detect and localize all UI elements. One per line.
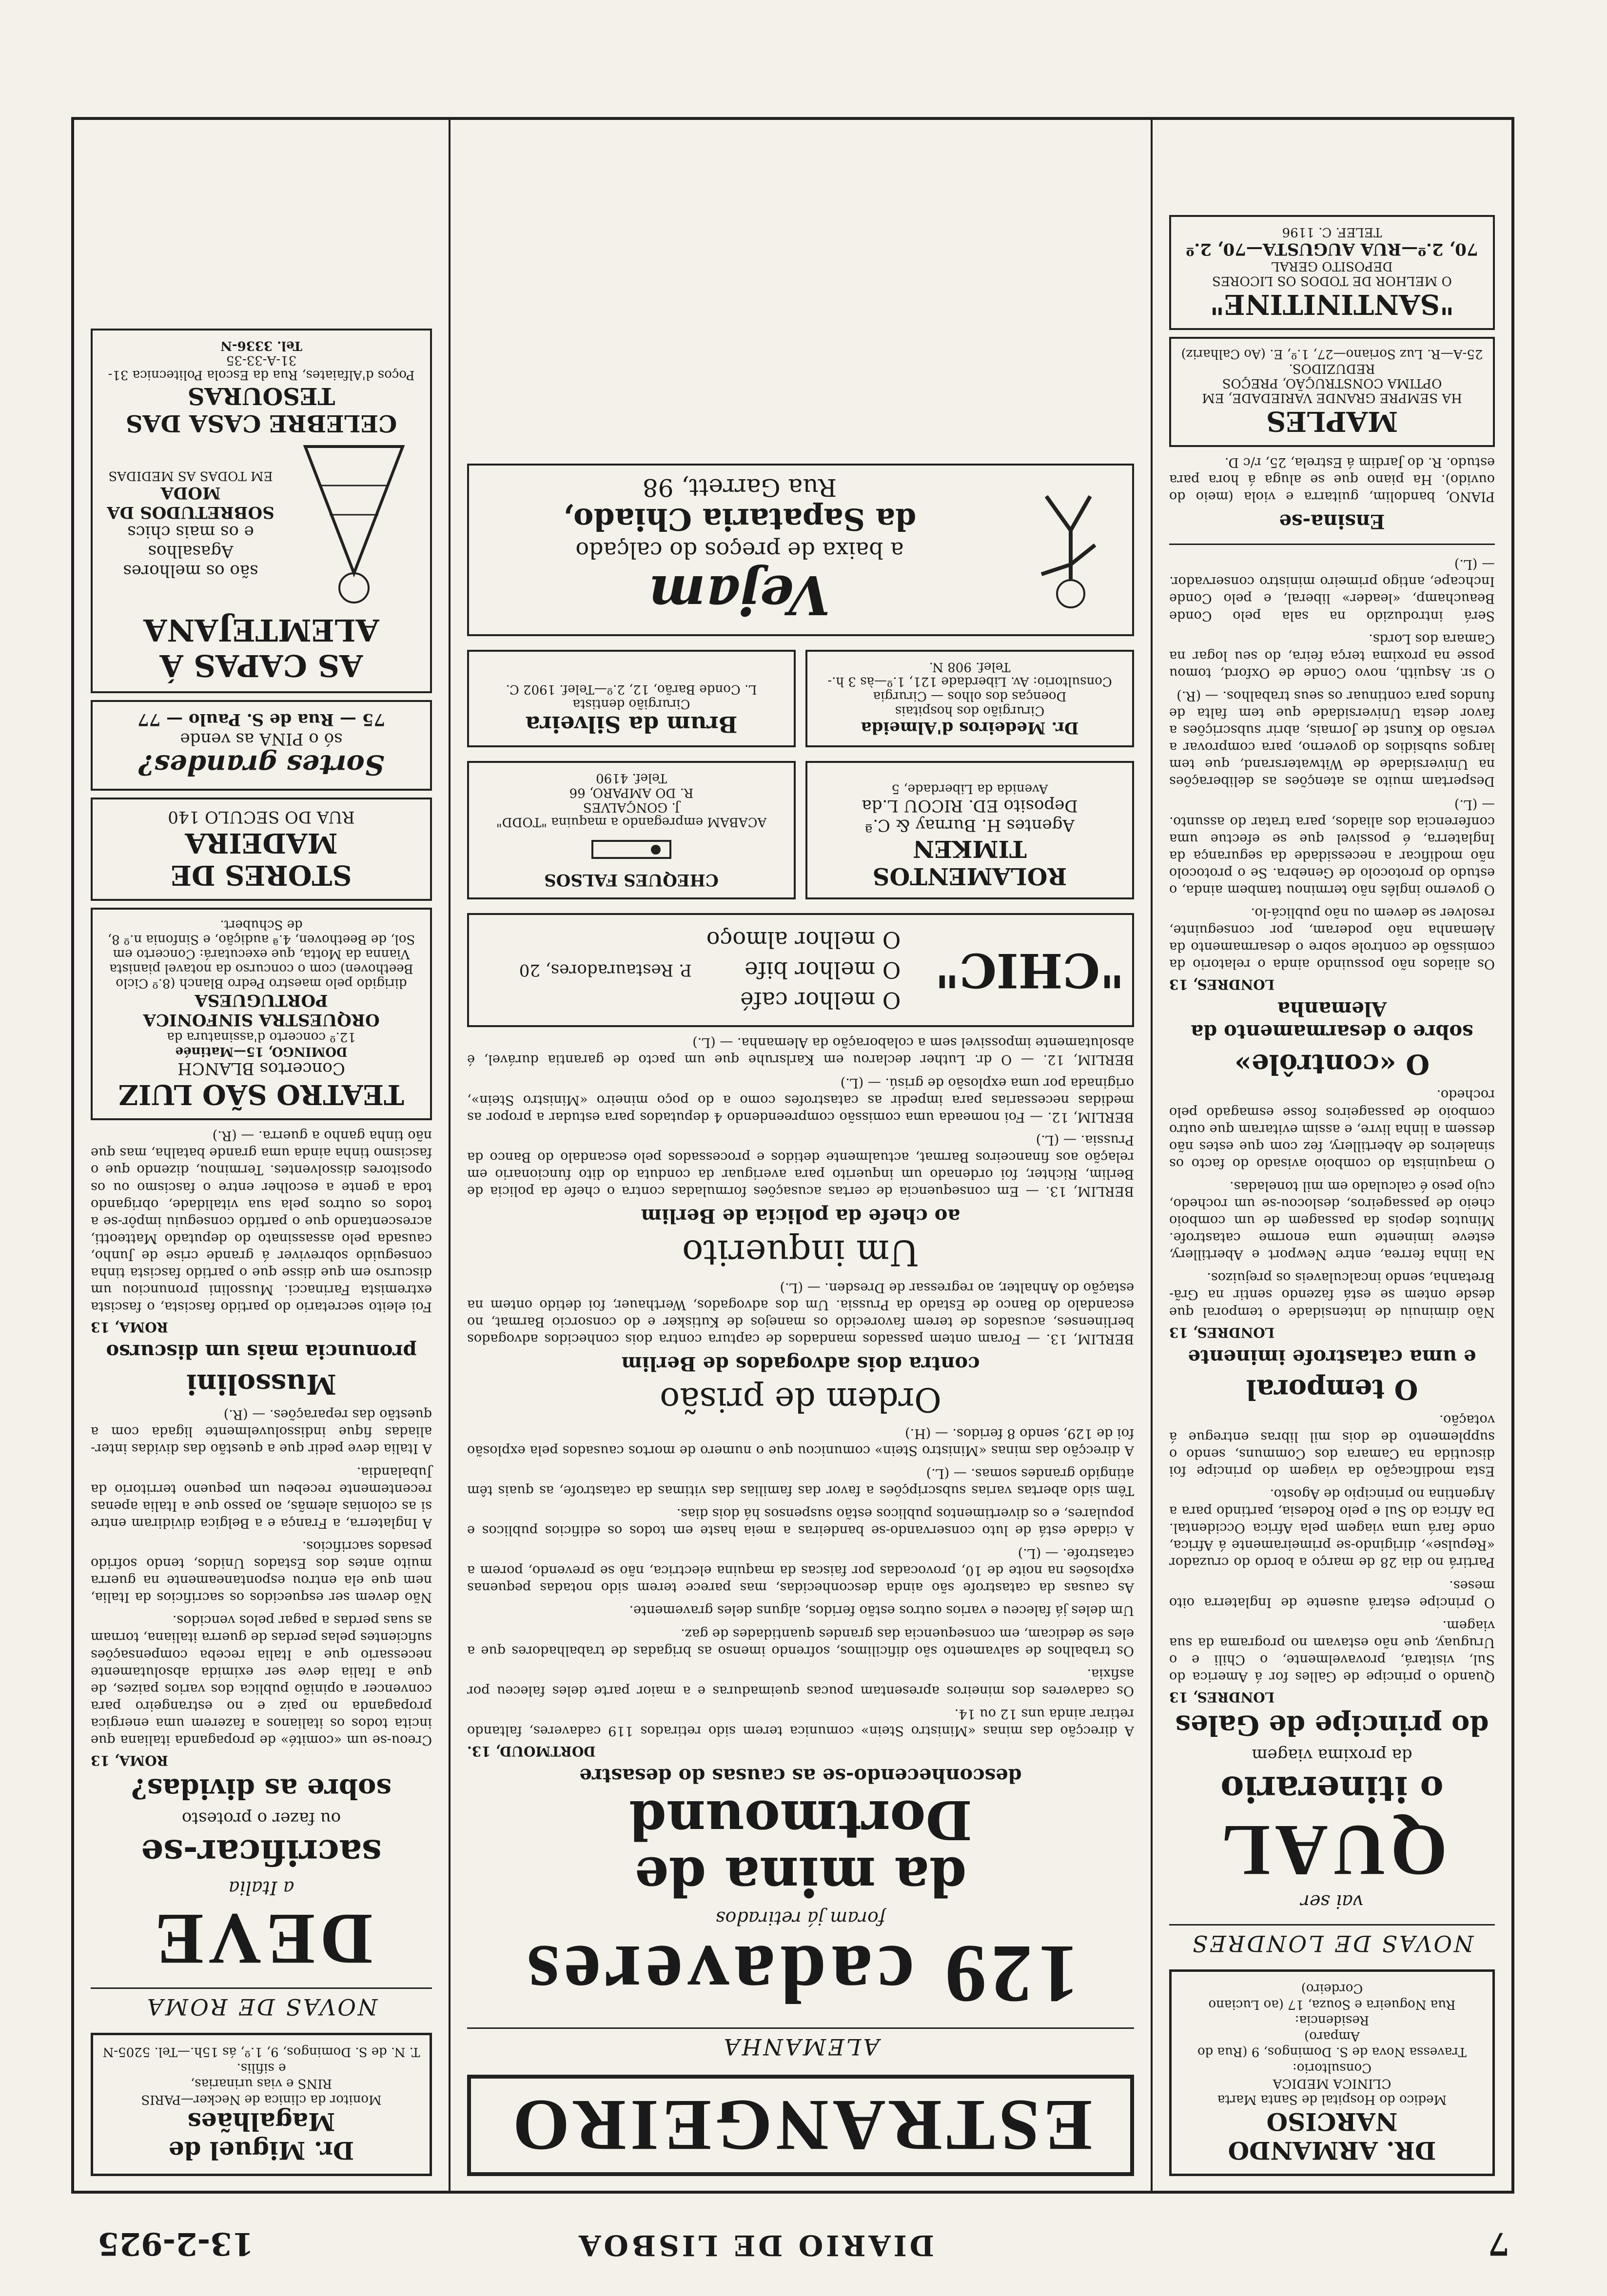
article-paragraph: Têm sido abertas varias subscripções a favor das familias das vitimas da catastrofe, as quais têm atingido grandes somas. — (L.) <box>467 1465 1134 1498</box>
shoe-figure-icon <box>1017 486 1124 613</box>
machine-icon <box>583 836 680 865</box>
subhead: da proxima viagem <box>1252 1745 1412 1765</box>
headline-mussolini: Mussolini <box>186 1368 336 1401</box>
article-paragraph: A cidade está de luto conservando-se bandeiras a meia haste em todos os edificios publicos e populares, e os divertimentos publicos estão suspensos há dois dias. <box>467 1505 1134 1538</box>
subhead-mussolini: pronuncia mais um discurso <box>106 1340 417 1363</box>
article-paragraph: A direcção das minas «Ministro Stein» comunica terem sido retirados 119 cadaveres, faltando retirar ainda uns 12 ou 14. <box>467 1706 1134 1738</box>
headline-sacrificar: sacrificar-se <box>141 1832 382 1873</box>
article-paragraph: BERLIM, 12. — O dr. Luther declarou em Karlsruhe que um pacto de garantia durável, é absolutamente impossivel sem a colaboração da Alemanha. — (L.) <box>467 1035 1134 1068</box>
ads-row <box>467 754 1134 906</box>
article-paragraph: Um deles já faleceu e varios outros estão feridos, alguns deles gravemente. <box>629 1603 1134 1618</box>
article-paragraph: O governo inglês não terminou tambem ainda, o estudo do protocolo de Genebra. Se o protocolo não modificar a necessidade da segurança da Inglaterra, é possivel que se efectue uma conferencia dos aliados, para tratar do assunto. — (L.) <box>1169 797 1495 897</box>
stores-ad: STORES DE MADEIRA RUA DO SECULO 140 <box>91 798 432 901</box>
dateline: ROMA, 13 <box>91 1752 168 1769</box>
headline-qual: QUAL <box>1216 1810 1448 1891</box>
divider <box>1169 544 1495 545</box>
section-masthead: ESTRANGEIRO <box>467 2075 1134 2176</box>
ensina-title: Ensina-se <box>1279 510 1385 533</box>
subhead-prisao: contra dois advogados de Berlim <box>621 1352 980 1376</box>
article-paragraph: Esta modificação da viagem do principe foi discutida na Camara dos Communs, sendo o supplemento de dois mil libras entregue á votação. <box>1169 1412 1495 1479</box>
subhead-temporal: e uma catastrofe iminente <box>1188 1345 1476 1368</box>
subhead: ou fazer o protesto <box>181 1809 341 1828</box>
article-paragraph: Não devem ser esquecidos os sacrificios da Italia, nem que ela entrou espontaneamente na guerra muito antes dos Estados Unidos, tendo sofrido pesados sacrificios. <box>91 1538 432 1605</box>
article-paragraph: As causas da catastrofe são ainda desconhecidas, mas parece terem sido notadas pequenas explosões na noite de 10, provocadas por faiscas da maquina electrica, não se prevendo, porem a catastrofe. — (L.) <box>467 1546 1134 1596</box>
cheques-ad: CHEQUES FALSOS ACABAM empregando a maquina "TODD" J. GONÇALVES R. DO AMPARO, 66 Telef. 4190 <box>467 761 796 899</box>
headline-dividas: sobre as dividas? <box>131 1772 392 1805</box>
doctor-magalhaes-ad: Dr. Miguel de Magalhães Monitor da clinica de Necker—PARIS RINS e vias urinarias, e sifilis. T. N. de S. Domingos, 9, 1.º, ás 15h.—Tel. 5205-N <box>91 2033 432 2176</box>
page-number: 7 <box>1488 2225 1509 2262</box>
sortes-ad: Sortes grandes? só o PINA as vende 75 — Rua de S. Paulo — 77 <box>91 700 432 791</box>
dateline: ROMA, 13 <box>91 1319 168 1336</box>
headline-principe: do principe de Gales <box>1175 1709 1489 1741</box>
headline-temporal: O temporal <box>1246 1373 1418 1405</box>
rome-column <box>74 120 449 2191</box>
teatro-ad: TEATRO SÃO LUIZ Concertos BLANCH DOMINGO, 15—Matinée 12.º concerto d'assinatura da ORQUESTRA SINFONICA PORTUGUESA dirigido pelo maestro Pedro Blanch (8.º Ciclo Beethoven) com o concurso da notavel pianista Vianna da Motta, que executará: Concerto em Sol, de Beethoven, 4.ª audição, e Sinfonia n.º 8, de Schubert. <box>91 908 432 1120</box>
article-paragraph: Quando o principe de Galles for á America do Sul, visitará, provavelmente, o Chili e o Uruguay, que não estavam no programa da sua viagem. <box>1169 1617 1495 1684</box>
chic-ad: "CHIC" O melhor café O melhor bife O melhor almoço P. Restauradores, 20 <box>467 913 1134 1027</box>
article-paragraph: Os aliados não possuindo ainda o relatorio da comissão de controle sobre o desarmamento da Alemanha não poderam, por conseguinte, resolver se devem ou não publicá-lo. <box>1169 905 1495 972</box>
article-paragraph: A Inglaterra, a França e a Belgica dividiram entre si as colonias alemãs, ao passo que a Italia apenas recentemente recebeu um pequeno territorio da Jubalandia. <box>91 1464 432 1531</box>
timken-ad: ROLAMENTOS TIMKEN Agentes H. Burnay & C.ª Deposito ED. RICOU L.da Avenida da Liberdade, 5 <box>805 761 1134 899</box>
capas-ad: AS CAPAS Á ALEMTEJANA são os melhores Agasalhos e os mais chics SOBRETUDOS DA MODA EM TODAS AS MEDIDAS CELEBRE CASA DAS TESOURAS Poços d'Alfaiates, Rua da Escola Politecnica 31-31-A-33-35 Tel. 3336-N <box>91 329 432 693</box>
article-paragraph: A direcção das minas «Ministro Stein» comunicou que o numero de mortos causados pela explosão foi de 129, sendo 8 feridos. — (H.) <box>467 1425 1134 1458</box>
subhead-mina: desconhecendo-se as causas do desastre <box>579 1764 1022 1787</box>
article-paragraph: Na linha ferrea, entre Newport e Abertillery, esteve iminente uma enorme catastrofe. Minutos depois da passagem de um comboio cheio de passageiros, deslocou-se um rochedo, cujo peso é calculado em mil toneladas. <box>1169 1178 1495 1263</box>
headline-deve: DEVE <box>150 1899 373 1980</box>
kicker: vai ser <box>1300 1891 1364 1912</box>
ensina-text: PIANO, bandolim, guitarra e viola (meio do ouvido). Ha piano que se aluga á hora para estudo. R. do Jardim á Estrela, 25, r/c D. <box>1169 455 1495 505</box>
article-paragraph: O maquinista do comboio avisado do facto os sinaleiros de Abertillery, fez com que estes não dessem a linha livre, e assim evitaram que outro comboio de passageiros fosse esmagado pelo rochedo. <box>1169 1087 1495 1171</box>
subhead-inquerito: ao chefe da policia de Berlim <box>641 1205 960 1228</box>
section-london: NOVAS DE LONDRES <box>1169 1924 1495 1957</box>
headline-inquerito: Um inquerito <box>682 1232 920 1274</box>
page-frame <box>71 117 1514 2194</box>
dateline: LONDRES, 13 <box>1169 1324 1275 1341</box>
article-paragraph: BERLIM, 13. — Em consequencia de certas acusações formuladas contra o chefe da policia de Berlim, Richter, foi ordenado um inquerito para averiguar da conduta do dito funcionario em relação aos financeiros Barmat, actualmente detidos e processados pelo escandalo do Banco da Prussia. — (L.) <box>467 1132 1134 1199</box>
coat-figure-icon <box>286 437 422 612</box>
london-column <box>1151 120 1511 2191</box>
issue-date: 13-2-925 <box>98 2225 254 2262</box>
dateline: LONDRES, 13 <box>1169 1689 1275 1705</box>
headline-mina: da mina de Dortmound <box>628 1789 973 1908</box>
article-paragraph: Não diminuiu de intensidade o temporal que desde ontem se está fazendo sentir na Grã-Bretanha, sendo incalculaveis os prejuizos. <box>1169 1270 1495 1320</box>
headline-itinerario: o itinerario <box>1220 1769 1444 1810</box>
article-paragraph: Creou-se um «comité» de propaganda italiana que incita todos os italianos a fazerem uma energica propaganda no paiz e no estrangeiro para convencer a opinião publica dos varios paizes, de que a Italia deve ser eximida absolutamente necessario que a Italia receba compensações suficientes pelas perdas de guerra italiana, tornam as suas perdas a pagar pelos vencidos. <box>91 1613 432 1748</box>
article-paragraph: Será introduzido na sala pelo Conde Beauchamp, «leader» liberal, e pelo Conde Inchcape, antigo primeiro ministro conservador. — (L.) <box>1169 557 1495 623</box>
dateline: LONDRES, 13 <box>1169 976 1275 993</box>
brum-ad: Brum da Silveira Cirurgião dentista L. Conde Barão, 12, 2.º—Telef. 1902 C. <box>467 650 796 747</box>
chic-menu: O melhor café O melhor bife O melhor almoço <box>706 927 901 1014</box>
section-rome: NOVAS DE ROMA <box>91 1987 432 2020</box>
germany-column <box>449 120 1151 2191</box>
headline-controle: O «contrôle» <box>1234 1048 1430 1081</box>
article-paragraph: Foi eleito secretario do partido fascista, o fascista extremista Farinacci. Mussolini pronunciou um discurso em que disse que o partido fascista tinha conseguido sobreviver á grande crise de Junho, causada pelo assassinato do deputado Matteotti, acrescentando que o partido conseguiu impôr-se a todos os outros pela sua vitalidade, obrigando toda a gente a escolher entre o fascismo ou os opositores dissolventes. Terminou, dizendo que o fascismo tinha ainda uma grande batalha, mas que não tinha ganho a guerra. — (R.) <box>91 1128 432 1315</box>
maples-ad: MAPLES HA SEMPRE GRANDE VARIEDADE, EM OPTIMA CONSTRUÇÃO, PREÇOS REDUZIDOS. 25-A—R. Luz Soriano—27, 1.º, E. (Ao Calhariz) <box>1169 337 1495 447</box>
article-paragraph: Os cadaveres dos mineiros apresentam poucas queimaduras e a maior parte deles faleceu por asfixia. <box>467 1666 1134 1698</box>
kicker: foram já retirados <box>716 1907 885 1929</box>
headline-prisao: Ordem de prisão <box>660 1380 941 1419</box>
article-paragraph: Os trabalhos de salvamento são dificilimos, sofrendo imenso as brigadas de trabalhadores que a eles se dedicam, em consequencia das grandes quantidades de gaz. <box>467 1626 1134 1658</box>
article-paragraph: O principe estará ausente de Inglaterra oito meses. <box>1169 1577 1495 1610</box>
article-paragraph: Partirá no dia 28 de março a bordo do cruzador «Repulse», dirigindo-se primeiramente á Africa, onde fará uma viagem pela Africa Occidental. Da Africa do Sul e pelo Rodesia, partindo para a Argentina no principio de Agosto. <box>1169 1486 1495 1570</box>
section-germany: ALEMANHA <box>467 2027 1134 2060</box>
vejam-ad: Vejam a baixa de preços do calçado da Sapataria Chiado, Rua Garrett, 98 <box>467 464 1134 636</box>
headline-cadaveres: 129 cadaveres <box>522 1928 1079 2020</box>
ads-row <box>467 643 1134 754</box>
doctor-narciso-ad: DR. ARMANDO NARCISO Medico do Hospital de Santa Marta CLINICA MEDICA Consultorio: Travessa Nova de S. Domingos, 9 (Rua do Amparo) Residencia: Rua Nogueira e Souza, 17 (ao Luciano Cordeiro) <box>1169 1969 1495 2176</box>
subhead-controle: sobre o desarmamento da Alemanha <box>1191 997 1473 1044</box>
article-paragraph: O sr. Asquith, novo Conde de Oxford, tomou posse na proxima terça feira, do seu logar na Camara dos Lords. <box>1169 631 1495 681</box>
article-paragraph: BERLIM, 13. — Foram ontem passados mandados de captura contra dois conhecidos advogados berlinenses, acusados de terem favorecido os manejos de Kutisker e do consorcio Barmat, no escandalo do Banco de Estado da Prussia. Um dos advogados, Werthauer, foi detido ontem na estação do Anhalter, ao regressar de Dresden. — (L.) <box>467 1280 1134 1347</box>
article-paragraph: A Italia deve pedir que a questão das dividas inter-aliadas fique indissoluvelmente ligada com a questão das reparações. — (R.) <box>91 1407 432 1457</box>
article-paragraph: Despertam muito as atenções as deliberações na Universidade de Witwatersrand, que tem largos subsidios do governo, para comprovar a versão do Kunst de Jornais, abrir subscrições a favor desta Universidade que tem falta de fundos para continuar os seus trabalhos. — (R.) <box>1169 688 1495 789</box>
article-paragraph: BERLIM, 12. — Foi nomeada uma comissão compreendendo 4 deputados para estudar a propor as medidas necessarias para impedir as catastrofes como a do poço mineiro «Ministro Stein», originada por uma explosão de grisú. — (L.) <box>467 1075 1134 1125</box>
kicker: a Italia <box>228 1877 294 1899</box>
dateline: DORTMOUD, 13. <box>467 1743 596 1759</box>
santinitine-ad: "SANTINITINE" O MELHOR DE TODOS OS LICORES DEPOSITO GERAL 70, 2.º—RUA AUGUSTA—70, 2.º TELEF. C. 1196 <box>1169 215 1495 330</box>
newspaper-name: DIARIO DE LISBOA <box>576 2229 934 2262</box>
medeiros-ad: Dr. Medeiros d'Almeida Cirurgião dos hospitais Doenças dos olhos — Cirurgia Consultorio: Av. Liberdade 121, 1.º—às 3 h.-Telef. 908 N. <box>805 650 1134 747</box>
